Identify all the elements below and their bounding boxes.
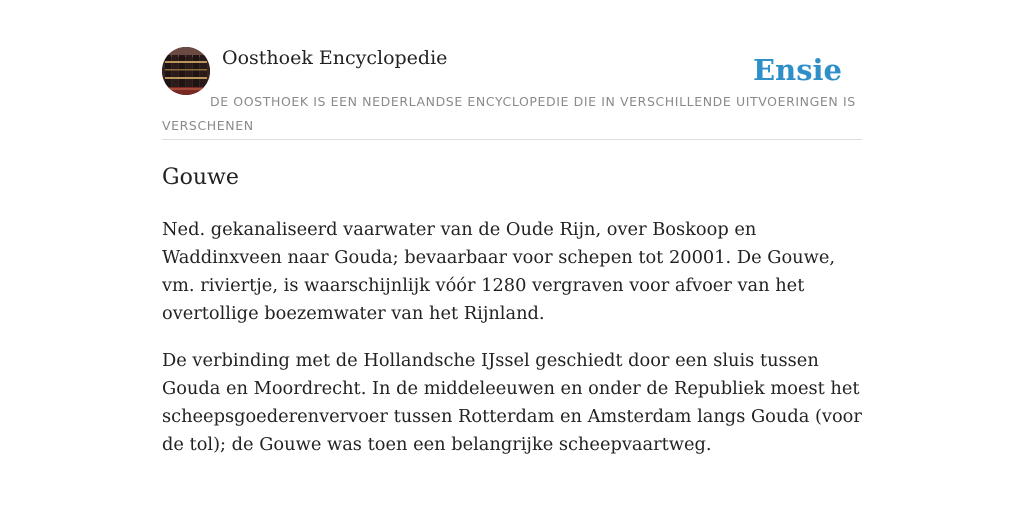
brand-logo[interactable]: Ensie [753, 53, 842, 87]
site-tagline: DE OOSTHOEK IS EEN NEDERLANDSE ENCYCLOPEDIE DIE IN VERSCHILLENDE UITVOERINGEN IS VERSCHENEN [162, 94, 856, 133]
article-title: Gouwe [162, 165, 239, 190]
article [162, 162, 862, 459]
encyclopedia-books-icon[interactable] [162, 47, 210, 95]
site-name[interactable]: Oosthoek Encyclopedie [222, 47, 448, 69]
article-paragraph: Ned. gekanaliseerd vaarwater van de Oude Rijn, over Boskoop en Waddinxveen naar Gouda; bevaarbaar voor schepen tot 20001. De Gouwe, vm. riviertje, is waarschijnlijk vóór 1280 vergraven voor afvoer van het overtollige boezemwater van het Rijnland. [162, 219, 836, 324]
article-paragraph: De verbinding met de Hollandsche IJssel geschiedt door een sluis tussen Gouda en Moordrecht. In de middeleeuwen en onder de Republiek moest het scheepsgoederenvervoer tussen Rotterdam en Amsterdam langs Gouda (voor de tol); de Gouwe was toen een belangrijke scheepvaartweg. [162, 350, 862, 455]
site-header [162, 46, 862, 140]
